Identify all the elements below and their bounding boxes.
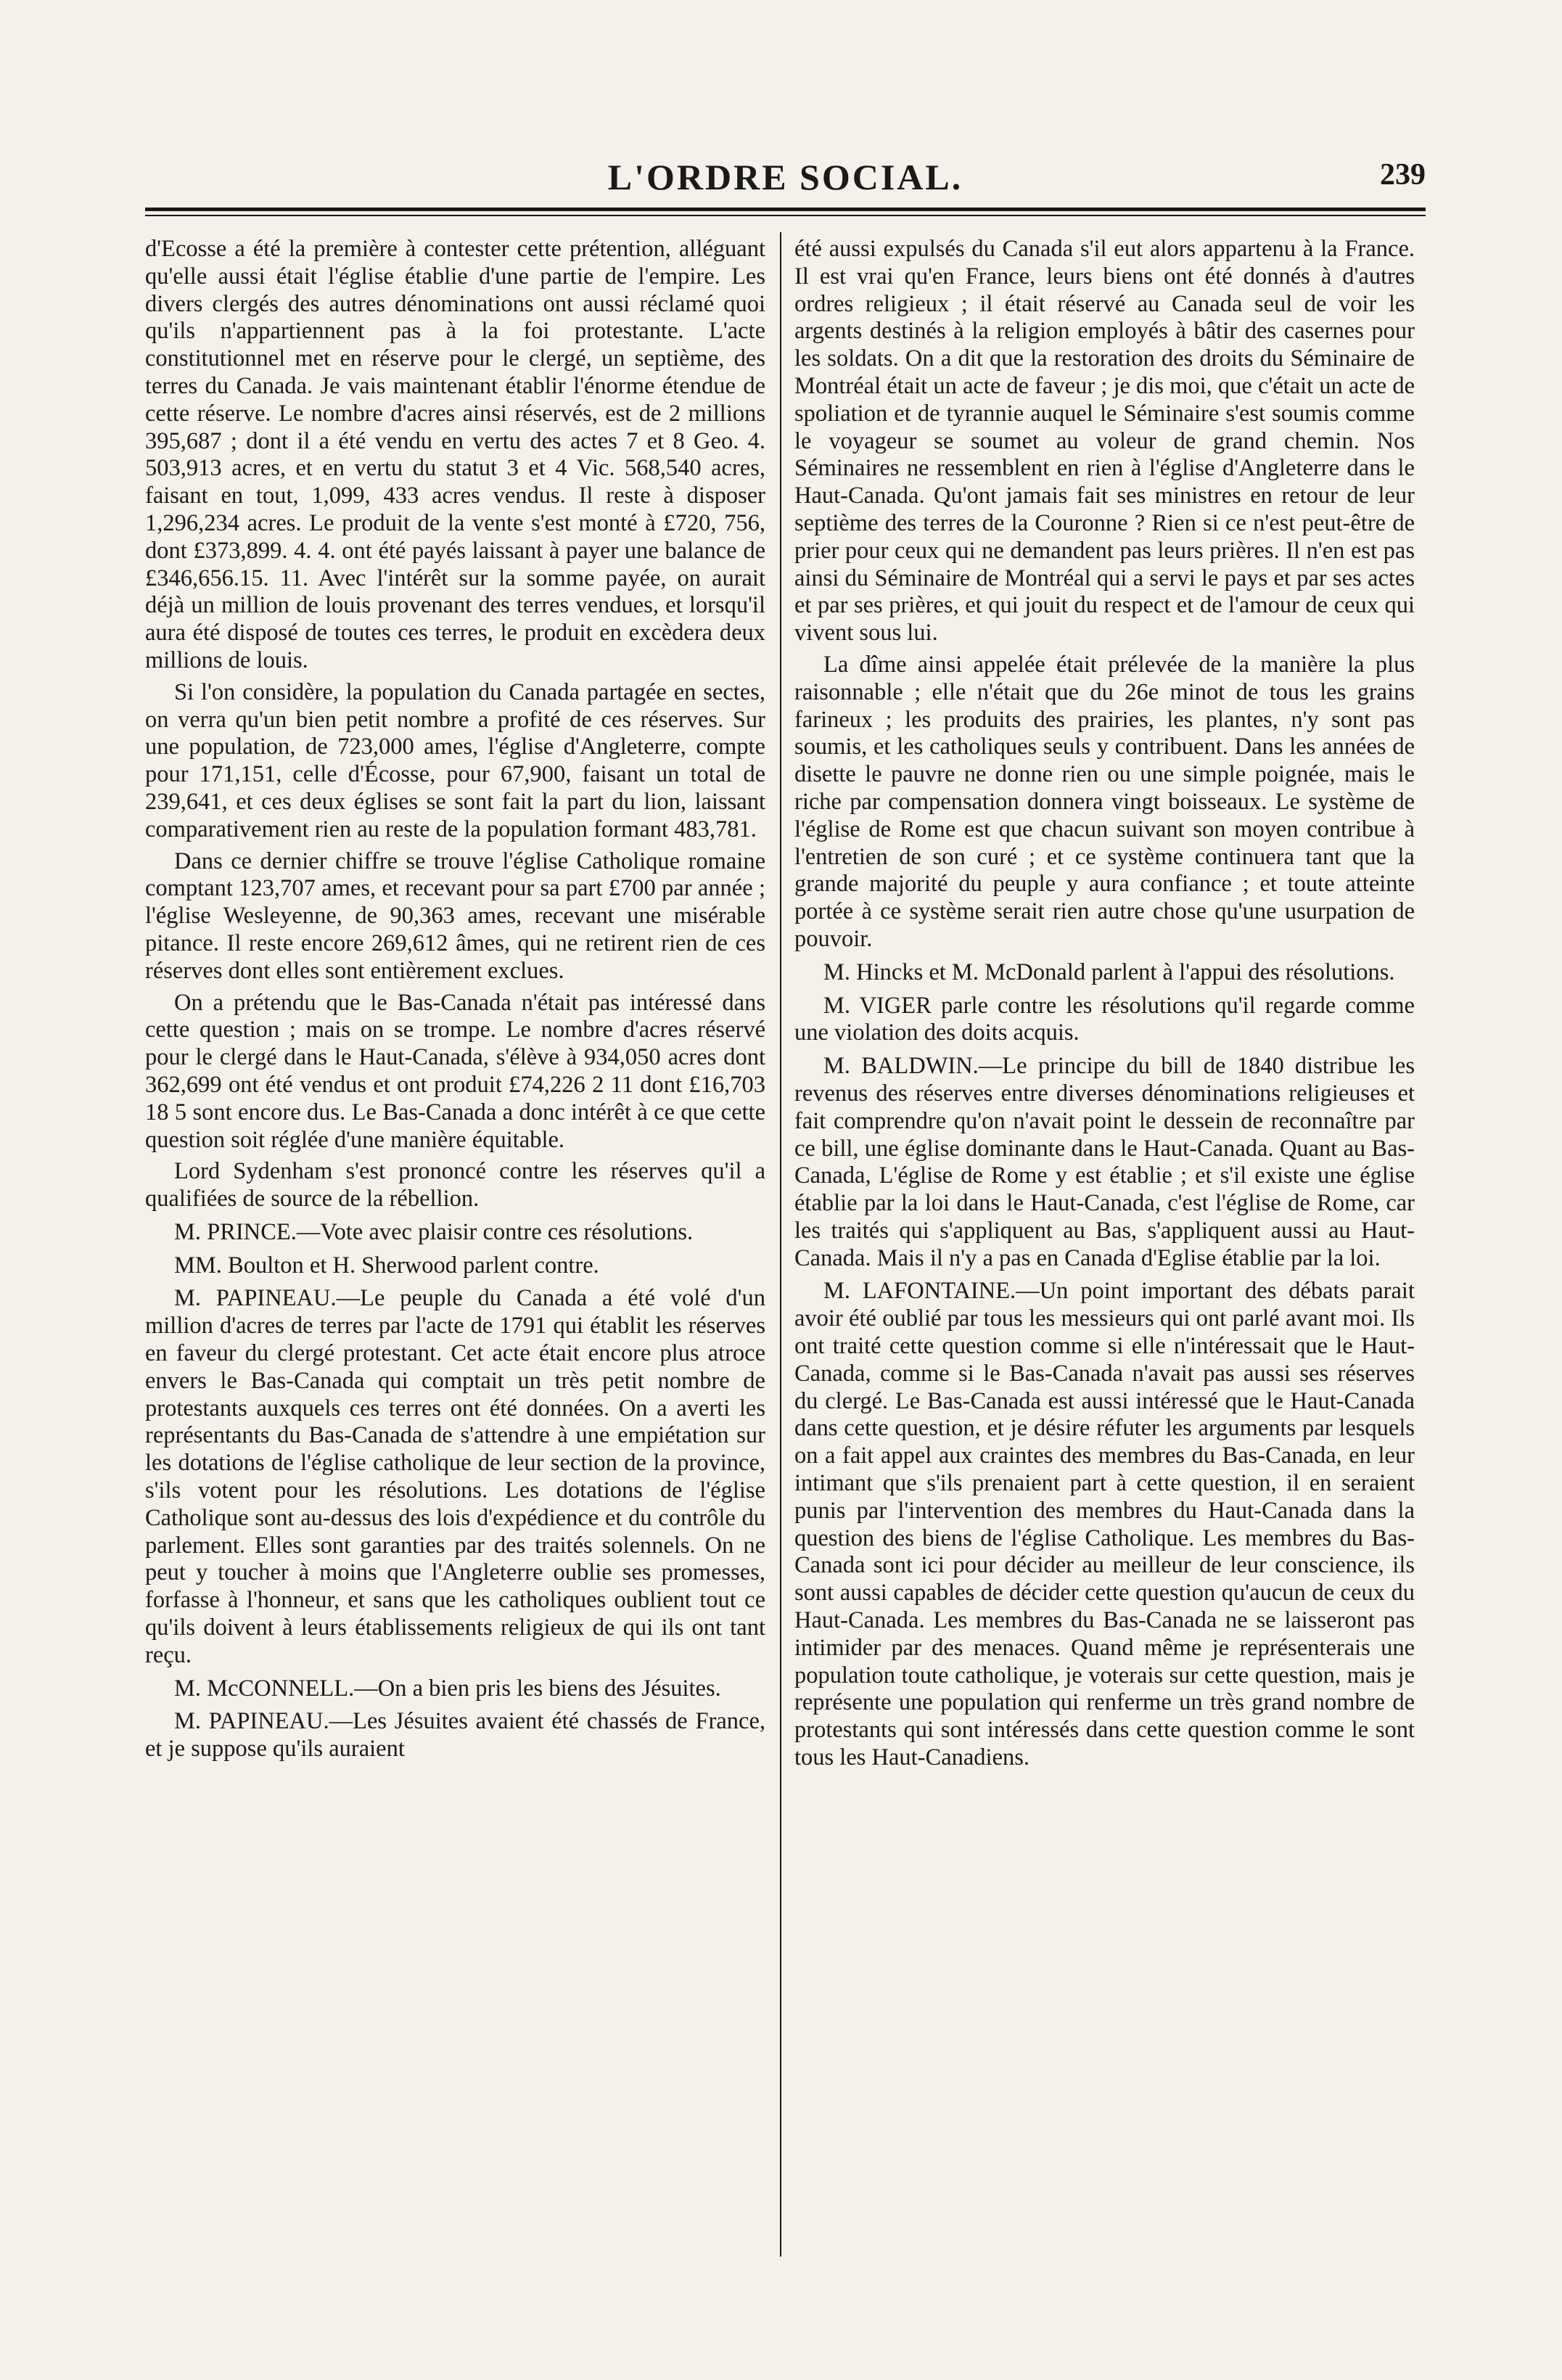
- page-header: [145, 156, 1426, 207]
- header-rule-thick: [145, 208, 1426, 211]
- running-title: L'ORDRE SOCIAL.: [607, 157, 963, 197]
- paragraph: d'Ecosse a été la première à contester cette prétention, alléguant qu'elle aussi était l'église établie d'une partie de l'empire. Les divers clergés des autres dénominations ont aussi réclamé quoi qu'ils n'appartiennent pas à la foi protestante. L'acte constitutionnel met en réserve pour le clergé, un septième, des terres du Canada. Je vais maintenant établir l'énorme étendue de cette réserve. Le nombre d'acres ainsi réservés, est de 2 millions 395,687 ; dont il a été vendu en vertu des actes 7 et 8 Geo. 4. 503,913 acres, et en vertu du statut 3 et 4 Vic. 568,540 acres, faisant en tout, 1,099, 433 acres vendus. Il reste à disposer 1,296,234 acres. Le produit de la vente s'est monté à £720, 756, dont £373,899. 4. 4. ont été payés laissant à payer une balance de £346,656.15. 11. Avec l'intérêt sur la somme payée, on aurait déjà un million de louis provenant des terres vendues, et lorsqu'il aura été disposé de toutes ces terres, le produit en excèdera deux millions de louis.: [145, 236, 765, 673]
- left-column: [145, 236, 765, 2264]
- right-column: [794, 236, 1415, 2264]
- speaker-paragraph: M. McCONNELL.—On a bien pris les biens des Jésuites.: [174, 1675, 721, 1702]
- paragraph: On a prétendu que le Bas-Canada n'était pas intéressé dans cette question ; mais on se trompe. Le nombre d'acres réservé pour le clergé dans le Haut-Canada, s'élève à 934,050 acres dont 362,699 ont été vendus et ont produit £74,226 2 11 dont £16,703 18 5 sont encore dus. Le Bas-Canada a donc intérêt à ce que cette question soit réglée d'une manière équitable.: [145, 989, 765, 1153]
- paragraph: Dans ce dernier chiffre se trouve l'église Catholique romaine comptant 123,707 ames, et recevant pour sa part £700 par année ; l'église Wesleyenne, de 90,363 ames, recevant une misérable pitance. Il reste encore 269,612 âmes, qui ne retirent rien de ces réserves dont elles sont entièrement exclues.: [145, 848, 765, 984]
- header-rule-thin: [145, 215, 1426, 216]
- paragraph: La dîme ainsi appelée était prélevée de la manière la plus raisonnable ; elle n'était que du 26e minot de tous les grains farineux ; les produits des prairies, les plantes, n'y sont pas soumis, et les catholiques seuls y contribuent. Dans les années de disette le pauvre ne donne rien ou une simple poignée, mais le riche par compensation donnera vingt boisseaux. Le système de l'église de Rome est que chacun suivant son moyen contribue à l'entretien de son curé ; et ce système continuera tant que la grande majorité du peuple y aura confiance ; et toute atteinte portée à ce système serait rien autre chose qu'une usurpation de pouvoir.: [794, 651, 1415, 952]
- speaker-paragraph: M. Hincks et M. McDonald parlent à l'appui des résolutions.: [823, 959, 1395, 985]
- page-number: 239: [1380, 158, 1426, 192]
- paragraph: Lord Sydenham s'est prononcé contre les réserves qu'il a qualifiées de source de la rébellion.: [145, 1158, 765, 1212]
- column-divider: [780, 232, 781, 2257]
- speaker-paragraph: M. PAPINEAU.—Le peuple du Canada a été volé d'un million d'acres de terres par l'acte de 1791 qui établit les réserves en faveur du clergé protestant. Cet acte était encore plus atroce envers le Bas-Canada qui comptait un très petit nombre de protestants auxquels ces terres ont été données. On a averti les représentants du Bas-Canada de s'attendre à une empiétation sur les dotations de l'église catholique de leur section de la province, s'ils votent pour les résolutions. Les dotations de l'église Catholique sont au-dessus des lois d'expédience et du contrôle du parlement. Elles sont garanties par des traités solennels. On ne peut y toucher à moins que l'Angleterre oublie ses promesses, forfasse à l'honneur, et sans que les catholiques oublient tout ce qu'ils doivent à leurs établissements religieux de qui ils ont tant reçu.: [145, 1285, 765, 1668]
- paragraph: été aussi expulsés du Canada s'il eut alors appartenu à la France. Il est vrai qu'en France, leurs biens ont été donnés à d'autres ordres religieux ; il était réservé au Canada seul de voir les argents destinés à la religion employés à bâtir des casernes pour les soldats. On a dit que la restoration des droits du Séminaire de Montréal était un acte de faveur ; je dis moi, que c'était un acte de spoliation et de tyrannie auquel le Séminaire s'est soumis comme le voyageur se soumet au voleur de grand chemin. Nos Séminaires ne ressemblent en rien à l'église d'Angleterre dans le Haut-Canada. Qu'ont jamais fait ses ministres en retour de leur septième des terres de la Couronne ? Rien si ce n'est peut-être de prier pour ceux qui ne demandent pas leurs prières. Il n'en est pas ainsi du Séminaire de Montréal qui a servi le pays et par ses actes et par ses prières, et qui jouit du respect et de l'amour de ceux qui vivent sous lui.: [794, 236, 1415, 647]
- speaker-paragraph: M. VIGER parle contre les résolutions qu'il regarde comme une violation des doits acquis.: [794, 992, 1415, 1046]
- paragraph: Si l'on considère, la population du Canada partagée en sectes, on verra qu'un bien petit nombre a profité de ces réserves. Sur une population, de 723,000 ames, l'église d'Angleterre, compte pour 171,151, celle d'Écosse, pour 67,900, faisant un total de 239,641, et ces deux églises se sont fait la part du lion, laissant comparativement rien au reste de la population formant 483,781.: [145, 678, 765, 842]
- speaker-paragraph: MM. Boulton et H. Sherwood parlent contre.: [174, 1252, 599, 1279]
- speaker-paragraph: M. PRINCE.—Vote avec plaisir contre ces résolutions.: [174, 1218, 694, 1245]
- speaker-paragraph: M. BALDWIN.—Le principe du bill de 1840 distribue les revenus des réserves entre diverses dénominations religieuses et fait comprendre qu'on n'avait point le dessein de reconnaître par ce bill, une église dominante dans le Haut-Canada. Quant au Bas-Canada, L'église de Rome y est établie ; et s'il existe une église établie par la loi dans le Haut-Canada, c'est l'église de Rome, car les traités qui s'appliquent au Bas, s'appliquent aussi au Haut-Canada. Mais il n'y a pas en Canada d'Eglise établie par la loi.: [794, 1053, 1415, 1271]
- speaker-paragraph: M. LAFONTAINE.—Un point important des débats parait avoir été oublié par tous les messieurs qui ont parlé avant moi. Ils ont traité cette question comme si elle n'intéressait que le Haut-Canada, comme si le Bas-Canada n'avait pas aussi ses réserves du clergé. Le Bas-Canada est aussi intéressé que le Haut-Canada dans cette question, et je désire réfuter les arguments par lesquels on a fait appel aux craintes des membres du Bas-Canada, en leur intimant que s'ils prenaient part à cette question, il en seraient punis par l'intervention des membres du Haut-Canada dans la question des biens de l'église Catholique. Les membres du Bas-Canada sont ici pour décider au meilleur de leur conscience, ils sont aussi capables de décider cette question qu'aucun de ceux du Haut-Canada. Les membres du Bas-Canada ne se laisseront pas intimider par des menaces. Quand même je représenterais une population toute catholique, je voterais sur cette question, mais je représente une population qui renferme un très grand nombre de protestants qui sont intéressés dans cette question comme le sont tous les Haut-Canadiens.: [794, 1278, 1415, 1771]
- speaker-paragraph: M. PAPINEAU.—Les Jésuites avaient été chassés de France, et je suppose qu'ils auraient: [145, 1708, 765, 1763]
